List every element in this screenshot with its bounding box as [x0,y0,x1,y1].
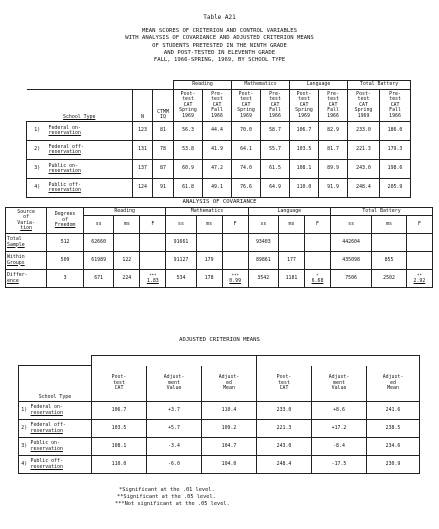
adjusted-cell: 241.6 [367,402,420,420]
score-cell: 81.7 [319,141,348,160]
school-type: Public off- reservation [48,179,133,198]
table-row [19,456,420,474]
group-total-battery: Total Battery [348,81,411,90]
adjusted-cell: -8.4 [312,438,367,456]
sub-f: F [140,216,166,234]
table-row [19,420,420,438]
significance-mark: * [316,273,319,279]
score-cell: 49.1 [203,179,232,198]
score-cell: 198.6 [380,160,411,179]
anova-cell: 122 [114,252,140,270]
significance-mark: *** [231,273,239,279]
anova-cell: 178 [196,270,222,288]
score-cell: 60.9 [174,160,203,179]
pre-header-reading: Pre- test CAT Fall 1966 [203,90,232,122]
anova-cell [140,252,166,270]
title-line: FALL, 1966-SPRING, 1969, BY SCHOOL TYPE [153,57,286,64]
table-row [19,402,420,420]
adj-school-type-header: School Type [19,366,92,402]
adjusted-cell: +3.7 [147,402,202,420]
score-cell: 58.7 [261,122,290,141]
school-type: Federal on- reservation [30,402,92,420]
adjusted-cell: 238.5 [367,420,420,438]
adjusted-means-title: ADJUSTED CRITERION MEANS [179,337,260,343]
anova-cell: 855 [372,252,407,270]
score-cell: 64.1 [232,141,261,160]
anova-cell [406,252,432,270]
footnotes [115,487,230,508]
anova-cell: 91127 [166,252,196,270]
adj-header: Post- test CAT [92,366,147,402]
row-number: 2) [19,420,30,438]
adjusted-cell: 104.7 [202,438,257,456]
score-cell: 205.9 [380,179,411,198]
adjusted-cell: 110.0 [92,456,147,474]
score-cell: 44.4 [203,122,232,141]
row-number: 3) [19,438,30,456]
adjusted-cell: +5.7 [147,420,202,438]
school-type: Federal on- reservation [48,122,133,141]
anova-cell: * 6.68 [304,270,330,288]
df-value: 3 [47,270,84,288]
score-cell: 248.4 [348,179,380,198]
table-row [27,160,411,179]
footnote: *Significant at the .01 level. [119,487,215,493]
score-cell: 55.7 [261,141,290,160]
post-header-language: Post- test CAT Spring 1969 [290,90,319,122]
anova-cell [222,252,248,270]
anova-cell [278,234,304,252]
adjusted-cell: 104.0 [202,456,257,474]
sub-ss: ss [84,216,114,234]
table-row [27,179,411,198]
score-cell: 41.9 [203,141,232,160]
mean-scores-table [26,80,411,198]
anova-cell: 91661 [166,234,196,252]
anova-cell: 534 [166,270,196,288]
score-cell: 179.3 [380,141,411,160]
anova-cell: 179 [196,252,222,270]
adjusted-cell: -6.0 [147,456,202,474]
school-type-header: School Type [27,90,133,122]
score-cell: 70.0 [232,122,261,141]
table-row [27,122,411,141]
adjusted-means-table [18,355,420,474]
adjusted-cell: 110.4 [202,402,257,420]
df-header: Degrees of Freedom [47,208,84,234]
row-number: 3) [27,160,48,179]
pre-header-math: Pre- test CAT Fall 1966 [261,90,290,122]
school-type: Public off- reservation [30,456,92,474]
sub-f: F [406,216,432,234]
n-value: 123 [133,122,153,141]
source-label: Total Sample [6,234,47,252]
sub-ss: ss [248,216,278,234]
anova-cell: 671 [84,270,114,288]
iq-value: 87 [153,160,174,179]
score-cell: 53.8 [174,141,203,160]
group-language: Language [290,81,348,90]
score-cell: 106.7 [290,122,319,141]
n-value: 131 [133,141,153,160]
pre-header-total: Pre- test CAT Fall 1966 [380,90,411,122]
footnote: ***Not significant at the .05 level. [115,501,230,507]
anova-cell: *** 0.99 [222,270,248,288]
source-label: Within Groups [6,252,47,270]
significance-mark: ** [417,273,422,279]
adjusted-cell: -17.5 [312,456,367,474]
title-line: WITH ANALYSIS OF COVARIANCE AND ADJUSTED CRITERION MEANS [125,35,314,42]
anova-cell: 7506 [331,270,372,288]
row-number: 1) [19,402,30,420]
anova-cell [406,234,432,252]
adjusted-cell: 109.2 [202,420,257,438]
anova-cell: 177 [278,252,304,270]
score-cell: 89.9 [319,160,348,179]
anova-table [5,207,433,288]
table-row [6,234,433,252]
score-cell: 61.8 [174,179,203,198]
score-cell: 233.0 [348,122,380,141]
anova-group-math: Mathematics [166,208,248,216]
anova-cell [196,234,222,252]
school-type: Federal off- reservation [48,141,133,160]
score-cell: 186.0 [380,122,411,141]
n-value: 137 [133,160,153,179]
group-reading: Reading [174,81,232,90]
score-cell: 108.1 [290,160,319,179]
adj-header: Adjust- ed Mean [367,366,420,402]
score-cell: 82.9 [319,122,348,141]
n-header: N [133,90,153,122]
score-cell: 64.9 [261,179,290,198]
adjusted-cell: 106.7 [92,402,147,420]
title-line: MEAN SCORES OF CRITERION AND CONTROL VARIABLES [142,28,297,34]
score-cell: 61.5 [261,160,290,179]
adjusted-cell: 108.1 [92,438,147,456]
table-id: Table A21 [203,14,236,21]
anova-cell: 3542 [248,270,278,288]
school-type: Federal off- reservation [30,420,92,438]
df-value: 512 [47,234,84,252]
n-value: 124 [133,179,153,198]
post-header-math: Post- test CAT Spring 1969 [232,90,261,122]
adj-header: Adjust- ment Value [147,366,202,402]
iq-value: 78 [153,141,174,160]
score-cell: 47.2 [203,160,232,179]
anova-cell: 61989 [84,252,114,270]
anova-group-reading: Reading [84,208,166,216]
iq-value: 81 [153,122,174,141]
pre-header-language: Pre- test CAT Fall 1966 [319,90,348,122]
sub-ms: ms [372,216,407,234]
sub-ms: ms [278,216,304,234]
table-row [6,252,433,270]
score-cell: 91.9 [319,179,348,198]
anova-cell [304,234,330,252]
adjusted-cell: 234.6 [367,438,420,456]
adjusted-cell: 221.3 [257,420,312,438]
score-cell: 74.0 [232,160,261,179]
score-cell: 56.3 [174,122,203,141]
table-row [6,270,433,288]
anova-cell [114,234,140,252]
anova-cell: 89861 [248,252,278,270]
anova-title: ANALYSIS OF COVARIANCE [182,199,257,205]
adjusted-cell: 103.5 [92,420,147,438]
table-row [27,141,411,160]
significance-mark: *** [149,273,157,279]
title-line: AND POST-TESTED IN ELEVENTH GRADE [163,49,276,56]
adj-header: Adjust- ed Mean [202,366,257,402]
adjusted-cell: 243.0 [257,438,312,456]
source-header: Source of Varia- tion [6,208,47,234]
row-number: 4) [19,456,30,474]
sub-ss: ss [331,216,372,234]
adj-header: Post- test CAT [257,366,312,402]
post-header-reading: Post- test CAT Spring 1969 [174,90,203,122]
row-number: 4) [27,179,48,198]
anova-cell [372,234,407,252]
anova-cell [304,252,330,270]
row-number: 2) [27,141,48,160]
adj-header: Adjust- ment Value [312,366,367,402]
anova-group-language: Language [248,208,330,216]
adjusted-cell: +17.2 [312,420,367,438]
score-cell: 221.3 [348,141,380,160]
row-number: 1) [27,122,48,141]
score-cell: 103.5 [290,141,319,160]
anova-cell: 1181 [278,270,304,288]
score-cell: 243.0 [348,160,380,179]
adjusted-cell: 233.0 [257,402,312,420]
sub-ms: ms [196,216,222,234]
school-type: Public on- reservation [30,438,92,456]
score-cell: 110.0 [290,179,319,198]
anova-cell [222,234,248,252]
anova-cell: *** 1.83 [140,270,166,288]
anova-cell: 2502 [372,270,407,288]
adjusted-cell: +8.6 [312,402,367,420]
adjusted-cell: 230.9 [367,456,420,474]
source-label: Differ- ence [6,270,47,288]
anova-cell: 93403 [248,234,278,252]
anova-cell [140,234,166,252]
sub-ss: ss [166,216,196,234]
sub-f: F [222,216,248,234]
group-mathematics: Mathematics [232,81,290,90]
table-row [19,438,420,456]
sub-f: F [304,216,330,234]
post-header-total: Post- test CAT Spring 1969 [348,90,380,122]
anova-cell: 224 [114,270,140,288]
anova-cell: 442604 [331,234,372,252]
anova-cell: ** 2.92 [406,270,432,288]
iq-value: 91 [153,179,174,198]
df-value: 509 [47,252,84,270]
anova-cell: 62660 [84,234,114,252]
score-cell: 76.6 [232,179,261,198]
footnote: **Significant at the .05 level. [117,494,216,500]
sub-ms: ms [114,216,140,234]
anova-group-total: Total Battery [331,208,433,216]
adjusted-cell: 248.4 [257,456,312,474]
school-type: Public on- reservation [48,160,133,179]
anova-cell: 435098 [331,252,372,270]
ctmm-iq-header: CTMM IQ [153,90,174,122]
adjusted-cell: -3.4 [147,438,202,456]
title-line: OF STUDENTS PRETESTED IN THE NINTH GRADE [152,42,287,49]
table-title [0,28,439,64]
